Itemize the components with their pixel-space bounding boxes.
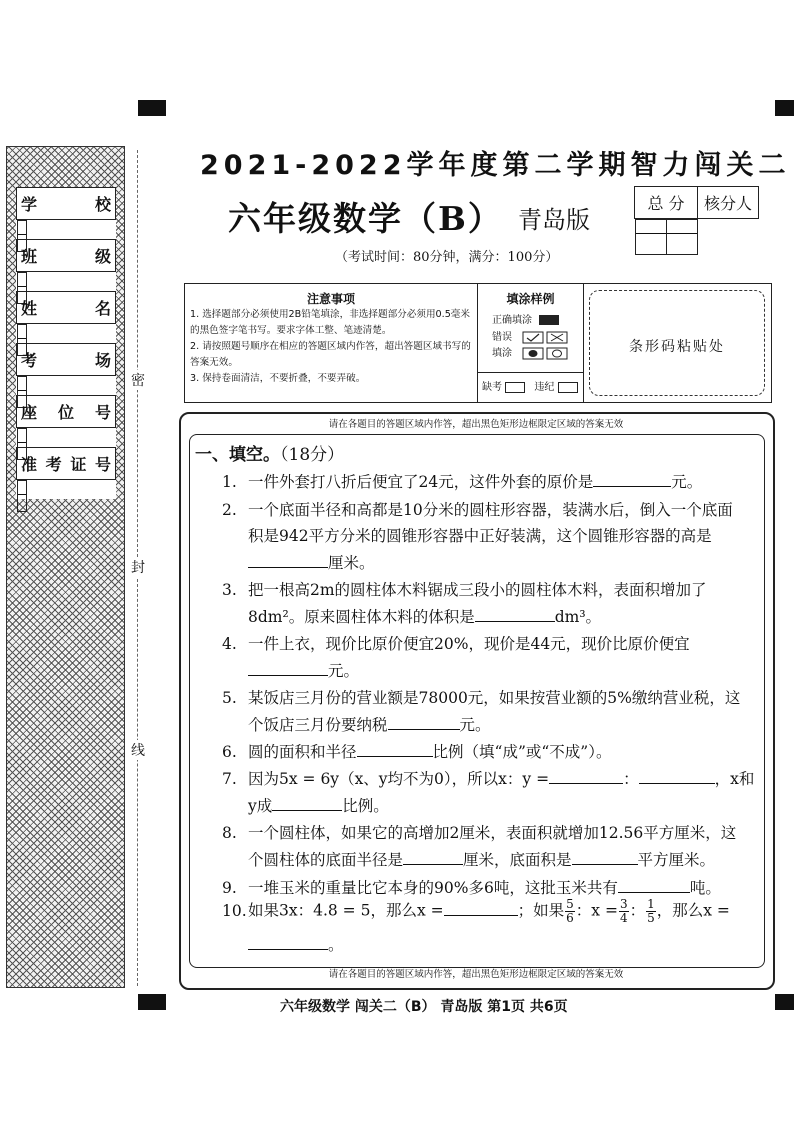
question-text: ；如果 <box>517 901 565 920</box>
question-number: 10. <box>222 901 247 920</box>
notice-title: 注意事项 <box>306 292 355 306</box>
question-10 <box>222 898 730 925</box>
registration-mark-top-left <box>138 100 166 116</box>
question-text: 积是942平方分米的圆锥形容器中正好装满，这个圆锥形容器的高是 <box>248 527 712 545</box>
question-text: 厘米。 <box>328 554 375 572</box>
answer-blank[interactable] <box>388 715 460 730</box>
question-text: 平方厘米。 <box>637 851 716 869</box>
exam-title: 2021-2022学年度第二学期智力闯关二 <box>200 150 791 181</box>
checker-label: 核分人 <box>698 187 759 219</box>
question-text: 如果3x：4.8 = 5，那么x = <box>248 901 444 920</box>
score-table <box>634 186 759 238</box>
question-5 <box>222 686 740 708</box>
field-admission-no: 准考证号 <box>17 448 116 480</box>
answer-blank[interactable] <box>639 769 715 784</box>
question-text: ，x和 <box>714 770 755 788</box>
seal-char-xian: 线 <box>129 740 147 760</box>
question-number: 2. <box>222 501 237 519</box>
answer-blank[interactable] <box>357 742 433 757</box>
question-text: 吨。 <box>689 879 721 897</box>
question-9 <box>222 876 721 898</box>
answer-warning-bottom: 请在各题目的答题区域内作答，超出黑色矩形边框限定区域的答案无效 <box>328 969 624 980</box>
notice-item-3: 3. 保持卷面清洁，不要折叠，不要弄破。 <box>190 373 366 384</box>
answer-blank[interactable] <box>248 935 328 950</box>
question-1 <box>222 470 702 492</box>
seal-char-mi: 密 <box>129 370 147 390</box>
section-points: （18分） <box>280 445 345 465</box>
total-score-label: 总 分 <box>635 187 698 219</box>
seal-char-feng: 封 <box>129 557 147 577</box>
question-text: ：x = <box>575 901 618 920</box>
notice-item-2: 2. 请按照题号顺序在相应的答题区域内作答，超出答题区域书写的答案无效。 <box>190 341 471 368</box>
barcode-label: 条形码粘贴处 <box>629 339 725 355</box>
checker-cell[interactable] <box>666 220 697 255</box>
answer-blank[interactable] <box>272 796 342 811</box>
question-text: 一件上衣，现价比原价便宜20%，现价是44元，现价比原价便宜 <box>248 635 690 653</box>
question-7-line-2 <box>248 794 389 816</box>
question-number: 9. <box>222 879 237 897</box>
field-school: 学 校 <box>17 188 116 220</box>
answer-blank[interactable] <box>444 901 518 916</box>
question-4-line-2 <box>248 659 359 681</box>
answer-blank[interactable] <box>475 607 555 622</box>
question-text: 一个底面半径和高都是10分米的圆柱形容器，装满水后，倒入一个底面 <box>248 501 733 519</box>
fill-sample-title: 填涂样例 <box>506 292 555 306</box>
notice-item-1: 1. 选择题部分必须使用2B铅笔填涂，非选择题部分必须用0.5毫米的黑色签字笔书写。要求字体工整、笔迹清楚。 <box>190 309 470 336</box>
fraction-5-6: $\frac{5}{6}$ <box>566 897 574 925</box>
field-exam-room: 考 场 <box>17 344 116 376</box>
total-score-cell[interactable] <box>635 220 666 255</box>
section-heading <box>195 440 344 465</box>
question-2 <box>222 498 733 520</box>
question-text: 8dm²。原来圆柱体木料的体积是 <box>248 608 475 626</box>
page-footer: 六年级数学 闯关二（B） 青岛版 第1页 共6页 <box>280 999 568 1015</box>
question-text: 个饭店三月份要纳税 <box>248 716 388 734</box>
subject-title: 六年级数学（B） <box>228 199 503 238</box>
question-8 <box>222 821 736 843</box>
answer-blank[interactable] <box>593 472 671 487</box>
question-6 <box>222 740 611 762</box>
violation-label: 违纪 <box>534 382 555 393</box>
question-text: 元。 <box>459 716 491 734</box>
correct-fill-mark-icon <box>539 315 559 325</box>
absent-label: 缺考 <box>482 382 502 393</box>
question-10-line-2 <box>248 933 344 955</box>
question-text: 比例（填“成”或“不成”）。 <box>432 743 612 761</box>
question-number: 6. <box>222 743 237 761</box>
answer-warning-top: 请在各题目的答题区域内作答，超出黑色矩形边框限定区域的答案无效 <box>328 419 624 430</box>
registration-mark-bottom-right <box>775 994 794 1010</box>
question-text: ，那么x = <box>656 901 730 920</box>
question-text: dm³。 <box>554 608 602 626</box>
registration-mark-bottom-left <box>138 994 166 1010</box>
question-text: 一堆玉米的重量比它本身的90%多6吨，这批玉米共有 <box>248 879 618 897</box>
notice-box <box>184 283 478 403</box>
wrong-fill-label-2: 填涂 <box>492 348 512 359</box>
question-2-line-3 <box>248 551 375 573</box>
edition-label: 青岛版 <box>518 206 590 234</box>
question-text: 元。 <box>328 662 360 680</box>
question-4 <box>222 632 690 654</box>
registration-mark-top-right <box>775 100 794 116</box>
student-info-table <box>16 187 116 499</box>
exam-time-info: （考试时间：80分钟，满分：100分） <box>335 250 559 265</box>
fill-sample-box <box>478 283 584 403</box>
answer-blank[interactable] <box>549 769 623 784</box>
question-number: 5. <box>222 689 237 707</box>
question-text: 一个圆柱体，如果它的高增加2厘米，表面积就增加12.56平方厘米，这 <box>248 824 737 842</box>
answer-blank[interactable] <box>572 850 638 865</box>
field-admission-no-blank[interactable] <box>17 481 26 512</box>
fraction-3-4: $\frac{3}{4}$ <box>619 897 628 925</box>
question-8-line-2 <box>248 848 715 870</box>
question-text: 圆的面积和半径 <box>248 743 357 761</box>
violation-checkbox[interactable] <box>558 382 578 393</box>
question-7 <box>222 767 754 789</box>
question-2-line-2 <box>248 524 712 546</box>
barcode-box <box>583 283 772 403</box>
wrong-fill-examples-icon <box>522 330 572 362</box>
question-number: 3. <box>222 581 237 599</box>
absent-checkbox[interactable] <box>505 382 525 393</box>
question-text: 个圆柱体的底面半径是 <box>248 851 404 869</box>
question-text: 把一根高2m的圆柱体木料锯成三段小的圆柱体木料，表面积增加了 <box>248 581 707 599</box>
question-text: 一件外套打八折后便宜了24元，这件外套的原价是 <box>248 473 594 491</box>
question-number: 1. <box>222 473 237 491</box>
field-name: 姓 名 <box>17 292 116 324</box>
question-text: y成 <box>248 797 273 815</box>
answer-blank[interactable] <box>248 661 328 676</box>
question-text: 某饭店三月份的营业额是78000元，如果按营业额的5%缴纳营业税，这 <box>248 689 741 707</box>
section-title: 一、填空。 <box>195 445 280 465</box>
question-5-line-2 <box>248 713 491 735</box>
question-text: 比例。 <box>342 797 389 815</box>
question-3 <box>222 578 707 600</box>
question-text: 。 <box>328 936 344 954</box>
question-text: ： <box>629 901 646 920</box>
fraction-1-5: $\frac{1}{5}$ <box>647 897 655 925</box>
question-number: 4. <box>222 635 237 653</box>
question-number: 8. <box>222 824 237 842</box>
field-class: 班 级 <box>17 240 116 272</box>
student-info-sidebar <box>6 146 125 988</box>
answer-blank[interactable] <box>403 850 463 865</box>
wrong-fill-label-1: 错误 <box>492 332 512 343</box>
question-text: 厘米，底面积是 <box>463 851 572 869</box>
question-3-line-2 <box>248 605 601 627</box>
question-text: 元。 <box>671 473 703 491</box>
question-number: 7. <box>222 770 237 788</box>
question-text: 因为5x = 6y（x、y均不为0），所以x：y = <box>248 770 550 788</box>
answer-blank[interactable] <box>248 553 328 568</box>
correct-fill-label: 正确填涂 <box>492 315 532 326</box>
answer-blank[interactable] <box>618 878 690 893</box>
field-seat-no: 座位号 <box>17 396 116 428</box>
question-text: ： <box>623 770 639 788</box>
barcode-area <box>589 290 765 396</box>
